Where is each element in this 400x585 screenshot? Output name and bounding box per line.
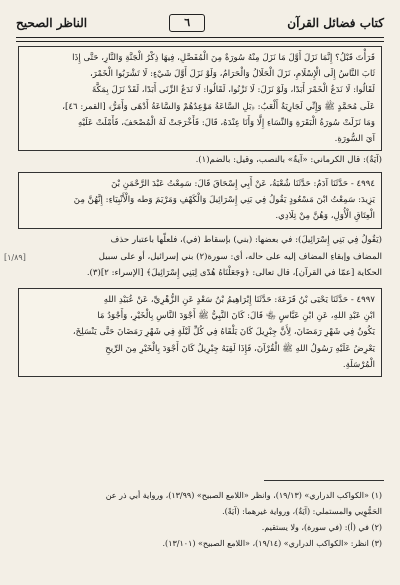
footnote-line: الحَمُّوِيي والمستملي: (آيَةٌ)، ورواية غيرهما: (آيَةً). [222,507,382,516]
hadith-line: آيَ السُّورَةِ. [334,134,375,145]
footnote-line: (٢) في (أ): (في سورة)، ولا يستقيم. [261,523,382,532]
kirmani-note: (آيَةٌ): قال الكرماني: «آيةٌ» بالنصب، وقيل: بالضم(١). [195,155,382,165]
book-page [4,10,384,575]
hadith-line: ابْنِ عَبْدِ اللهِ، عَنِ ابْنِ عَبَّاسٍ ﵄ قَالَ: كَانَ النَّبِيُّ ﷺ أَجْوَدَ النَّاسِ بِالْخَيْرِ، وَأَجْوَدُ مَا [97,311,375,322]
hadith-box-3 [18,288,382,377]
hadith-box-1 [18,46,382,151]
footnote-rule [264,480,384,481]
hadith-line: لَقَالُوا: لَا نَدَعُ الْخَمْرَ أَبَدًا، وَلَوْ نَزَلَ: لَا تَزْنُوا، لَقَالُوا: لَا نَدَعُ الزِّنَى أَبَدًا، لَقَدْ نَزَلَ بِمَكَّةَ [92,85,375,96]
footnote-line: (١) «الكواكب الدراري» (١٩/١٣)، وانظر «اللامع الصبيح» (١٣/٩٩)، ورواية أبي ذر عن [105,491,382,500]
hadith-line: ٤٩٩٤ - حَدَّثَنَا آدَمُ: حَدَّثَنَا شُعْبَةُ، عَنْ أَبِي إِسْحَاقَ قَالَ: سَمِعْتُ عَبْدَ الرَّحْمَنِ بْنَ [111,179,375,189]
footnotes [18,488,382,552]
hadith-line: الْمُرْسَلَةِ. [342,359,375,370]
commentary-line: المضاف وإبقاءِ المضاف إليه على حاله، أي: سورة(٢) بني إسرائيل، أو على سبيل [98,251,382,262]
footnote-line: (٣) انظر: «الكواكب الدراري» (١٩/١٤)، «اللامع الصبيح» (١٣/١٠١). [162,539,382,548]
commentary-line: الحكاية [عمّا في القرآن]، قال تعالى: ﴿وَجَعَلْنَاهُ هُدًى لِبَنِي إِسْرَائِيلَ﴾ [الإسراء: ٢](٣). [86,268,382,278]
page-header [16,10,384,36]
header-work-title: الناظر الصحيح [16,16,88,30]
commentary [4,232,382,282]
hadith-line: الْعِتَاقِ الْأُوَلِ، وَهُنَّ مِنْ تِلَادِي. [275,211,375,222]
header-book-title: كتاب فضائل القرآن [287,16,384,30]
hadith-line: قَرَأْتَ قَبْلُ؟ إِنَّمَا نَزَلَ أَوَّلَ مَا نَزَلَ مِنْهُ سُورَةٌ مِنَ الْمُفَصَّلِ، فِيهَا ذِكْرُ الْجَنَّةِ وَالنَّارِ، حَتَّى إِذَا [72,53,375,63]
hadith-line: يَكُونُ فِي شَهْرِ رَمَضَانَ، لِأَنَّ جِبْرِيلَ كَانَ يَلْقَاهُ فِي كُلِّ لَيْلَةٍ فِي شَهْرِ رَمَضَانَ حَتَّى يَنْسَلِخَ، [72,327,375,338]
hadith-line: وَمَا نَزَلَتْ سُورَةُ الْبَقَرَةِ وَالنِّسَاءِ إِلَّا وَأَنَا عِنْدَهُ، قَالَ: فَأَخْرَجَتْ لَهُ الْمُصْحَفَ، فَأَمْلَتْ عَلَيْهِ [77,117,375,128]
hadith-line: ثَابَ النَّاسُ إِلَى الْإِسْلَامِ، نَزَلَ الْحَلَالُ وَالْحَرَامُ، وَلَوْ نَزَلَ أَوَّلَ شَيْءٍ: لَا تَشْرَبُوا الْخَمْرَ، [89,69,375,80]
hadith-line: ٤٩٩٧ - حَدَّثَنَا يَحْيَى بْنُ قَزَعَةَ: حَدَّثَنَا إِبْرَاهِيمُ بْنُ سَعْدٍ عَنِ الزُّهْرِيِّ، عَنْ عُبَيْدِ اللهِ [103,295,375,305]
margin-reference: [١/٨٩] [4,253,26,262]
commentary-line: (يَقُولُ فِي بَنِي إِسْرَائِيلَ): في بعضها: (بني) بإسقاط (في)، فلعلّها باعتبار حذف [110,235,382,245]
hadith-box-2 [18,172,382,229]
page-number: ٦ [169,14,205,32]
header-rule [16,37,384,42]
hadith-line: يَزِيدَ: سَمِعْتُ ابْنَ مَسْعُودٍ يَقُولُ فِي بَنِي إِسْرَائِيلَ وَالْكَهْفِ وَمَرْيَمَ وَطه وَالْأَنْبِيَاءِ: إِنَّهُنَّ مِنَ [73,195,375,206]
hadith-line: عَلَى مُحَمَّدٍ ﷺ وَإِنِّي لَجَارِيَةٌ أَلْعَبُ: ﴿بَلِ السَّاعَةُ مَوْعِدُهُمْ وَالسَّاعَةُ أَدْهَى وَأَمَرُّ﴾ [القمر: ٤٦]، [62,101,375,112]
hadith-line: يَعْرِضُ عَلَيْهِ رَسُولُ اللهِ ﷺ الْقُرْآنَ، فَإِذَا لَقِيَهُ جِبْرِيلُ كَانَ أَجْوَدَ بِالْخَيْرِ مِنَ الرِّيحِ [105,343,375,354]
